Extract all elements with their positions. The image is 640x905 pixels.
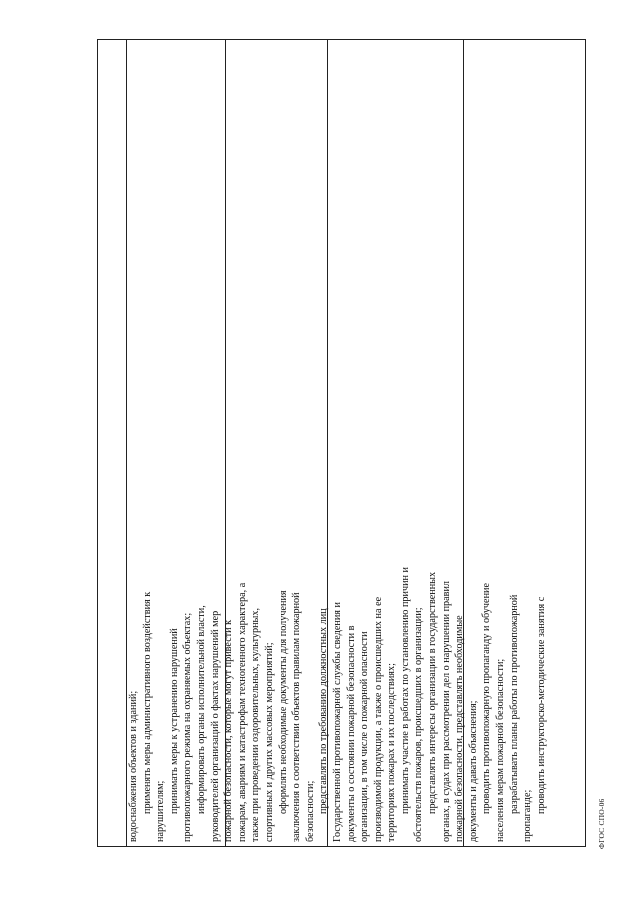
duty-text-line: Государственной противопожарной службы сведения и bbox=[331, 602, 343, 842]
duty-text-line: проводить противопожарную пропаганду и обучение bbox=[481, 583, 493, 814]
duty-text-line: принимать участие в работах по установлению причин и bbox=[399, 567, 411, 814]
duty-text-line: пожарной безопасности, которые могут привести к bbox=[223, 619, 235, 842]
duty-text-line: применять меры административного воздействия к bbox=[141, 591, 153, 814]
rotated-page bbox=[97, 39, 606, 849]
duty-text-line: пожарам, авариям и катастрофам техногенного характера, а bbox=[236, 582, 248, 842]
duty-text-line: информировать органы исполнительной власти, bbox=[195, 605, 207, 814]
duty-text-line: документы о состоянии пожарной безопасности в bbox=[345, 625, 357, 842]
duty-text-line: документы и давать объяснения; bbox=[467, 700, 479, 842]
document-code: ФГОС СПО-06 bbox=[597, 798, 606, 849]
document-table bbox=[97, 39, 586, 847]
table-column-3 bbox=[226, 40, 328, 846]
duty-text-line: представлять интересы организации в государственных bbox=[427, 571, 439, 814]
duty-text-line: водоснабжения объектов и зданий; bbox=[128, 690, 139, 842]
table-column-4 bbox=[328, 40, 464, 846]
duty-text-line: безопасности; bbox=[304, 780, 316, 842]
duty-text-line: органах, в судах при рассмотрении дел о нарушении правил bbox=[440, 581, 452, 842]
duty-text-line: принимать меры к устранению нарушений bbox=[168, 628, 180, 814]
duty-text-line: пропаганде; bbox=[522, 789, 534, 842]
duty-text-line: руководителей организаций о фактах нарушений мер bbox=[209, 610, 221, 842]
duty-text-line: противопожарного режима на охраняемых объектах; bbox=[182, 612, 194, 842]
duty-text-line: обстоятельств пожаров, происшедших в организации; bbox=[413, 607, 425, 842]
table-column-1 bbox=[98, 40, 127, 846]
duty-text-line: нарушителям; bbox=[155, 780, 167, 842]
duty-text-line: пожарной безопасности, представлять необходимые bbox=[454, 615, 466, 842]
duty-text-line: разрабатывать планы работы по противопожарной bbox=[508, 594, 520, 814]
duty-text-line: организации, в том числе о пожарной опасности bbox=[359, 631, 371, 842]
table-column-text bbox=[127, 40, 547, 846]
duty-text-line: спортивных и других массовых мероприятий; bbox=[263, 642, 275, 842]
duty-text-line: территориях пожарах и их последствиях; bbox=[386, 663, 398, 842]
duty-text-line: оформлять необходимые документы для получения bbox=[277, 590, 289, 814]
duty-text-line: проводить инструкторско-методические занятия с bbox=[535, 596, 547, 814]
duty-text-line: производимой продукции, а также о происшедших на ее bbox=[372, 596, 384, 842]
duty-text-line: представлять по требованию должностных лиц bbox=[318, 608, 330, 814]
duty-text-line: также при проведении оздоровительных, культурных, bbox=[250, 607, 262, 842]
table-column-5 bbox=[464, 40, 587, 846]
duty-text-line: населения мерам пожарной безопасности; bbox=[495, 658, 507, 842]
duty-text-line: заключения о соответствии объектов правилам пожарной bbox=[291, 592, 303, 842]
